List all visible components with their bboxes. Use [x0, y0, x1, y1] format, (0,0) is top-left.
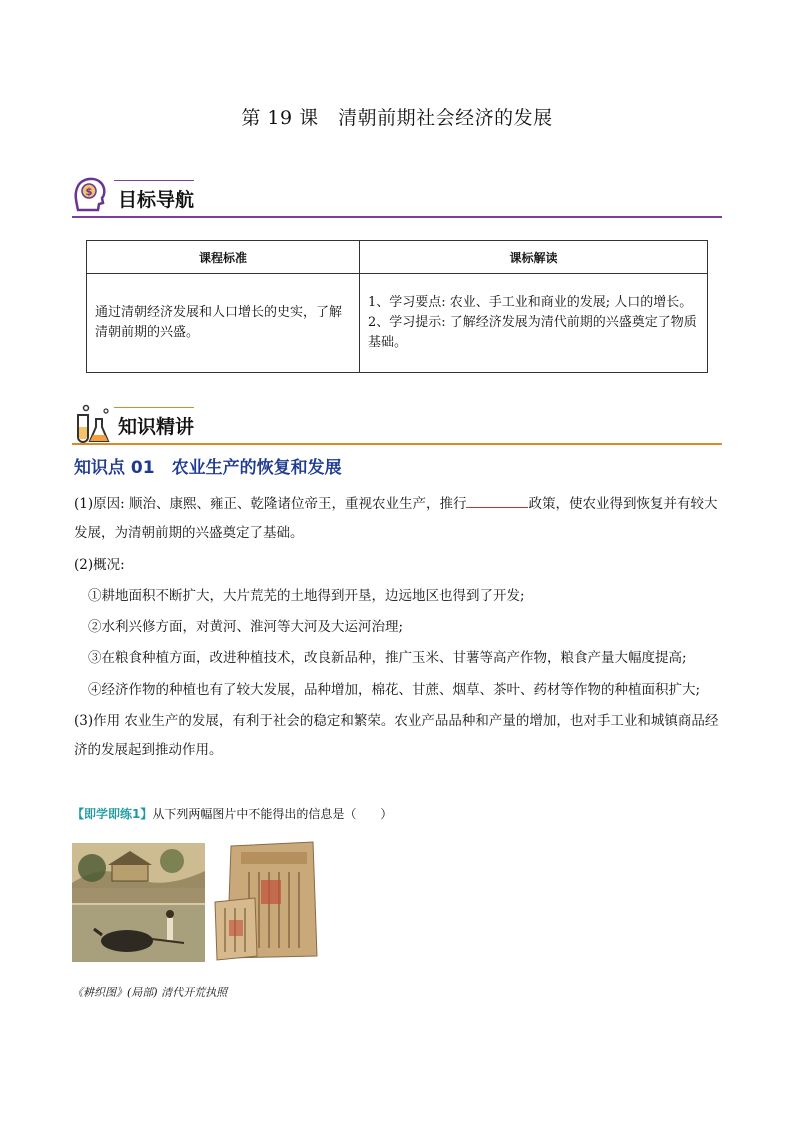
table-header-cell: 课标解读 [360, 241, 708, 274]
cause-text: 政策，使农业得到恢复并有较大发展，为清朝前期的兴盛奠定了基础。 [74, 496, 718, 541]
table-cell-standard: 通过清朝经济发展和人口增长的史实，了解清朝前期的兴盛。 [87, 274, 360, 373]
section-label: 知识精讲 [118, 416, 195, 438]
overview-label: (2)概况: [74, 557, 125, 573]
brain-icon [72, 176, 108, 216]
land-license-image [213, 840, 321, 962]
overview-item: ④经济作物的种植也有了较大发展，品种增加，棉花、甘蔗、烟草、茶叶、药材等作物的种植面积扩大; [88, 682, 701, 698]
reading-line: 2、学习提示: 了解经济发展为清代前期的兴盛奠定了物质基础。 [368, 315, 697, 350]
practice-question [72, 805, 392, 822]
svg-text:$: $ [85, 187, 93, 198]
overview-item: ①耕地面积不断扩大，大片荒芜的土地得到开垦，边远地区也得到了开发; [88, 588, 525, 604]
fill-blank[interactable] [466, 493, 528, 508]
farming-painting-image [72, 843, 205, 962]
overview-item: ②水利兴修方面，对黄河、淮河等大河及大运河治理; [88, 619, 404, 635]
knowledge-point-title: 知识点 01 农业生产的恢复和发展 [74, 458, 342, 478]
goals-table [86, 240, 708, 373]
practice-text: 从下列两幅图片中不能得出的信息是（ ） [152, 807, 393, 821]
table-cell-reading [360, 274, 708, 373]
section-header-knowledge [72, 401, 722, 445]
page-title: 第 19 课 清朝前期社会经济的发展 [241, 107, 553, 129]
overview-item: ③在粮食种植方面，改进种植技术，改良新品种，推广玉米、甘薯等高产作物，粮食产量大幅度提高; [88, 650, 687, 666]
reading-line: 1、学习要点: 农业、手工业和商业的发展; 人口的增长。 [368, 295, 693, 310]
table-row [87, 274, 708, 373]
lab-flask-icon [72, 403, 112, 445]
table-header-row [87, 241, 708, 274]
table-header-cell: 课程标准 [87, 241, 360, 274]
cause-text: (1)原因: 顺治、康熙、雍正、乾隆诸位帝王，重视农业生产，推行 [74, 496, 467, 512]
section-label: 目标导航 [118, 189, 195, 211]
section-header-goals [72, 174, 722, 218]
effect-paragraph: (3)作用 农业生产的发展，有利于社会的稳定和繁荣。农业产品品种和产量的增加，也对手工业和城镇商品经济的发展起到推动作用。 [74, 713, 719, 758]
image-caption: 《耕织图》(局部) 清代开荒执照 [72, 986, 228, 999]
cause-paragraph [74, 490, 724, 548]
practice-tag: 【即学即练1】 [72, 807, 153, 821]
